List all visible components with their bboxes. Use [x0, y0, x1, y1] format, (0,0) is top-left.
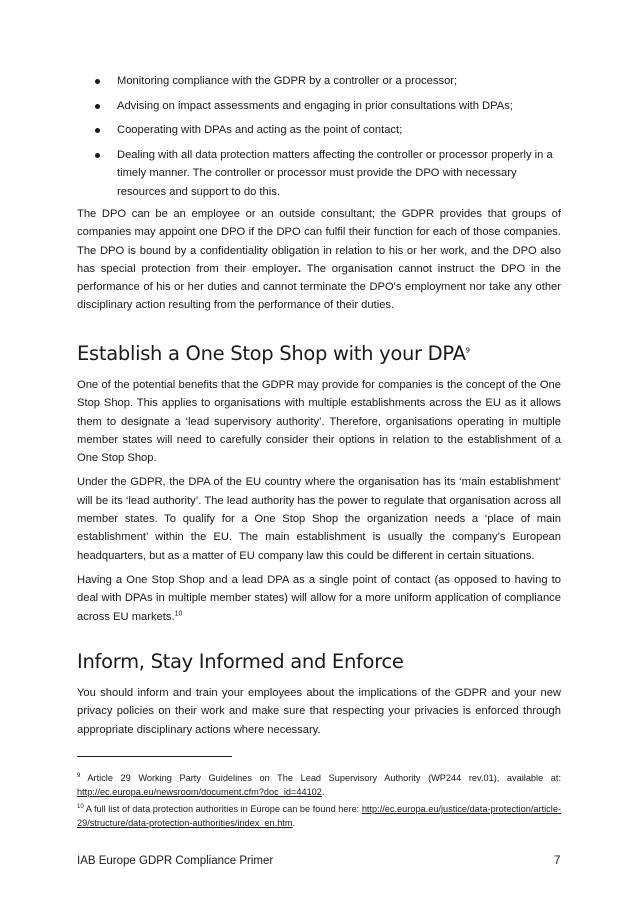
footnote: $^{10}$ A full list of data protection authorities in Europe can be found here: http://ec.europa.eu/justice/data-protection/article-29/structure/data-protection-authorities/index_en.htm.	[77, 803, 561, 828]
footnote-link[interactable]: http://ec.europa.eu/justice/data-protection/article-29/structure/data-protection-authorities/index_en.htm	[77, 804, 561, 828]
paragraph: You should inform and train your employees about the implications of the GDPR and your new privacy policies on their work and make sure that respecting your privacies is enforced through appropriate disciplinary actions where necessary.	[77, 687, 561, 736]
paragraph: Under the GDPR, the DPA of the EU country where the organisation has its ‘main establishment’ will be its ‘lead authority’. The lead authority has the power to regulate that organisation across all member states. To qualify for a One Stop Shop the organization needs a ‘place of main establishment’ within the EU. The main establishment is usually the company’s European headquarters, but as a matter of EU company law this could be different in certain situations.	[77, 476, 561, 562]
page-number: 7	[554, 855, 561, 867]
inform-section	[77, 684, 561, 739]
bullet-icon	[95, 104, 100, 109]
bullet-icon	[95, 79, 100, 84]
footnote: $^9$ Article 29 Working Party Guidelines on The Lead Supervisory Authority (WP244 rev.01), available at: http://ec.europa.eu/newsroom/document.cfm?doc_id=44102.	[77, 772, 561, 797]
footnote-ref[interactable]: 9	[465, 346, 470, 355]
dpo-tasks-list	[93, 72, 563, 207]
bullet-icon	[95, 153, 100, 158]
one-stop-shop-section	[77, 376, 561, 626]
list-item: Dealing with all data protection matters affecting the controller or processor properly in a timely manner. The controller or processor must provide the DPO with necessary resources and support to do this.	[93, 146, 563, 202]
footnote-link[interactable]: http://ec.europa.eu/newsroom/document.cfm?doc_id=44102	[77, 787, 322, 797]
list-item: Monitoring compliance with the GDPR by a controller or a processor;	[93, 72, 563, 91]
list-item: Cooperating with DPAs and acting as the point of contact;	[93, 121, 563, 140]
footnote-ref[interactable]: 10	[174, 609, 183, 617]
footnote-divider	[77, 756, 232, 757]
section-heading-one-stop-shop: Establish a One Stop Shop with your DPA$^9$	[77, 342, 470, 365]
section-heading-inform: Inform, Stay Informed and Enforce	[77, 650, 404, 673]
paragraph: One of the potential benefits that the GDPR may provide for companies is the concept of the One Stop Shop. This applies to organisations with multiple establishments across the EU as it allows them to designate a ‘lead supervisory authority’. Therefore, organisations operating in multiple member states will need to carefully consider their options in relation to the establishment of a One Stop Shop.	[77, 379, 561, 465]
bullet-icon	[95, 128, 100, 133]
paragraph: Having a One Stop Shop and a lead DPA as a single point of contact (as opposed to having to deal with DPAs in multiple member states) will allow for a more uniform application of compliance across EU markets.$^{10}$	[77, 573, 561, 623]
footer-title: IAB Europe GDPR Compliance Primer	[77, 855, 274, 867]
dpo-paragraph: The DPO can be an employee or an outside consultant; the GDPR provides that groups of companies may appoint one DPO if the DPO can fulfil their function for each of those companies. The DPO is bound by a confidentiality obligation in relation to his or her work, and the DPO also has special protection from their employer. The organisation cannot instruct the DPO in the performance of his or her duties and cannot terminate the DPO's employment nor take any other disciplinary action resulting from the performance of their duties.	[77, 208, 561, 312]
list-item: Advising on impact assessments and engaging in prior consultations with DPAs;	[93, 97, 563, 116]
